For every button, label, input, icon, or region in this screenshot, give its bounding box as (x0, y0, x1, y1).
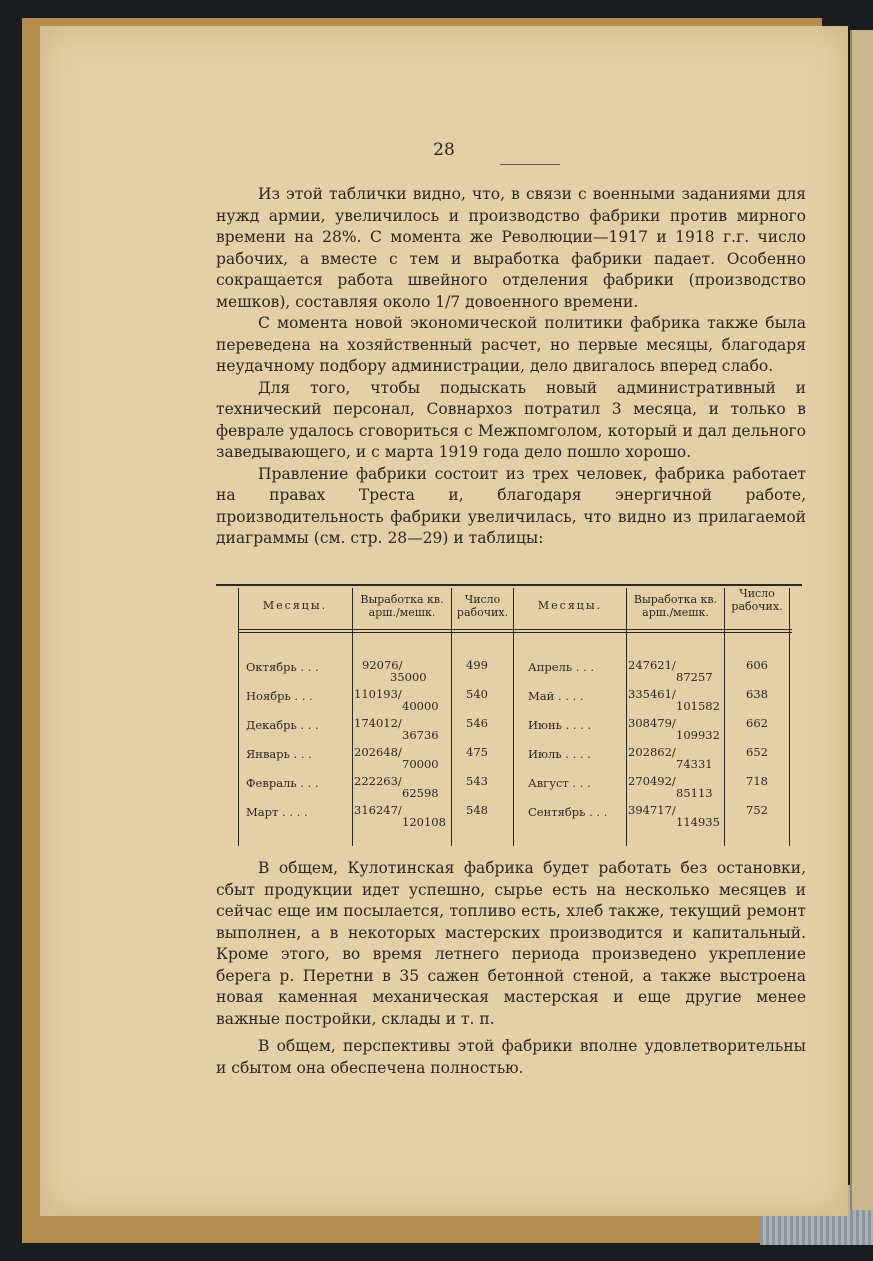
month-label: Июль . . . . (528, 747, 591, 761)
header-rule (238, 629, 792, 630)
output-value: 120108 (402, 815, 446, 829)
output-value: 247621/ (628, 658, 676, 672)
month-label: Декабрь . . . (246, 718, 319, 732)
page-number: 28 (433, 140, 455, 160)
col-rule (451, 588, 452, 846)
table-top-rule (216, 584, 802, 586)
col-rule (513, 588, 514, 846)
output-value: 109932 (676, 728, 720, 742)
paragraph: Для того, чтобы подыскать новый административный и технический персонал, Совнархоз потратил 3 месяца, и только в феврале удалось сговориться с Межпомголом, который и дал дельного заведывающего, и с марта 1919 года дело пошло хорошо. (216, 378, 806, 461)
output-value: 87257 (676, 670, 713, 684)
workers-value: 606 (746, 658, 768, 672)
workers-value: 540 (466, 687, 488, 701)
month-label: Март . . . . (246, 805, 308, 819)
workers-value: 546 (466, 716, 488, 730)
month-label: Февраль . . . (246, 776, 319, 790)
output-value: 202862/ (628, 745, 676, 759)
output-value: 222263/ (354, 774, 402, 788)
output-value: 174012/ (354, 716, 402, 730)
output-value: 35000 (390, 670, 427, 684)
workers-value: 475 (466, 745, 488, 759)
output-value: 101582 (676, 699, 720, 713)
output-value: 308479/ (628, 716, 676, 730)
header-workers: Число рабочих. (456, 593, 509, 619)
month-label: Август . . . (528, 776, 591, 790)
header-output: Выработка кв. арш./мешк. (633, 593, 718, 619)
output-value: 70000 (402, 757, 439, 771)
workers-value: 638 (746, 687, 768, 701)
month-label: Апрель . . . (528, 660, 595, 674)
header-workers: Число рабочих. (731, 587, 783, 613)
output-value: 92076/ (362, 658, 403, 672)
workers-value: 499 (466, 658, 488, 672)
month-label: Ноябрь . . . (246, 689, 313, 703)
header-month: Месяцы. (262, 599, 328, 612)
col-rule (626, 588, 627, 846)
workers-value: 548 (466, 803, 488, 817)
output-value: 40000 (402, 699, 439, 713)
page-number-rule (500, 164, 560, 165)
paragraph: В общем, Кулотинская фабрика будет работать без остановки, сбыт продукции идет успешно, сырье есть на несколько месяцев и сейчас еще им посылается, топливо есть, хлеб также, текущий ремонт выполнен, а в некоторых мастерских производится и капитальный. Кроме этого, во время летнего периода произведено укрепление берега р. Перетни в 35 сажен бетонной стеной, а также выстроена новая каменная механическая мастерская и еще другие менее важные постройки, склады и т. п. (216, 859, 806, 1028)
month-label: Октябрь . . . (246, 660, 319, 674)
output-value: 74331 (676, 757, 713, 771)
month-label: Сентябрь . . . (528, 805, 608, 819)
month-label: Май . . . . (528, 689, 584, 703)
workers-value: 718 (746, 774, 768, 788)
paragraph: В общем, перспективы этой фабрики вполне удовлетворительны и сбытом она обеспечена полностью. (216, 1037, 806, 1077)
workers-value: 752 (746, 803, 768, 817)
output-value: 316247/ (354, 803, 402, 817)
output-value: 114935 (676, 815, 720, 829)
book-page (40, 26, 848, 1216)
col-rule (238, 588, 239, 846)
header-month: Месяцы. (537, 599, 603, 612)
output-value: 36736 (402, 728, 439, 742)
col-rule (789, 588, 790, 846)
text-block-conclusion (216, 858, 806, 1079)
next-page-edge (850, 30, 873, 1210)
workers-value: 662 (746, 716, 768, 730)
col-rule (352, 588, 353, 846)
col-rule (724, 588, 725, 846)
paragraph: С момента новой экономической политики фабрика также была переведена на хозяйственный расчет, но первые месяцы, благодаря неудачному подбору администрации, дело двигалось вперед слабо. (216, 314, 806, 375)
paragraph: Правление фабрики состоит из трех человек, фабрика работает на правах Треста и, благодаря энергичной работе, производительность фабрики увеличилась, что видно из прилагаемой диаграммы (см. стр. 28—29) и таблицы: (216, 464, 806, 547)
output-value: 270492/ (628, 774, 676, 788)
month-label: Июнь . . . . (528, 718, 592, 732)
workers-value: 652 (746, 745, 768, 759)
output-value: 335461/ (628, 687, 676, 701)
month-label: Январь . . . (246, 747, 312, 761)
output-value: 394717/ (628, 803, 676, 817)
output-value: 110193/ (354, 687, 402, 701)
workers-value: 543 (466, 774, 488, 788)
output-value: 62598 (402, 786, 439, 800)
paragraph: Из этой таблички видно, что, в связи с военными заданиями для нужд армии, увеличилось и производство фабрики против мирного времени на 28%. С момента же Революции—1917 и 1918 г.г. число рабочих, а вместе с тем и выработка фабрики падает. Особенно сокращается работа швейного отделения фабрики (производство мешков), составляя около 1/7 довоенного времени. (216, 185, 806, 311)
production-table (216, 584, 802, 846)
text-block-intro (216, 184, 806, 550)
header-rule-2 (238, 632, 792, 633)
header-output: Выработка кв. арш./мешк. (360, 593, 444, 619)
output-value: 85113 (676, 786, 713, 800)
output-value: 202648/ (354, 745, 402, 759)
